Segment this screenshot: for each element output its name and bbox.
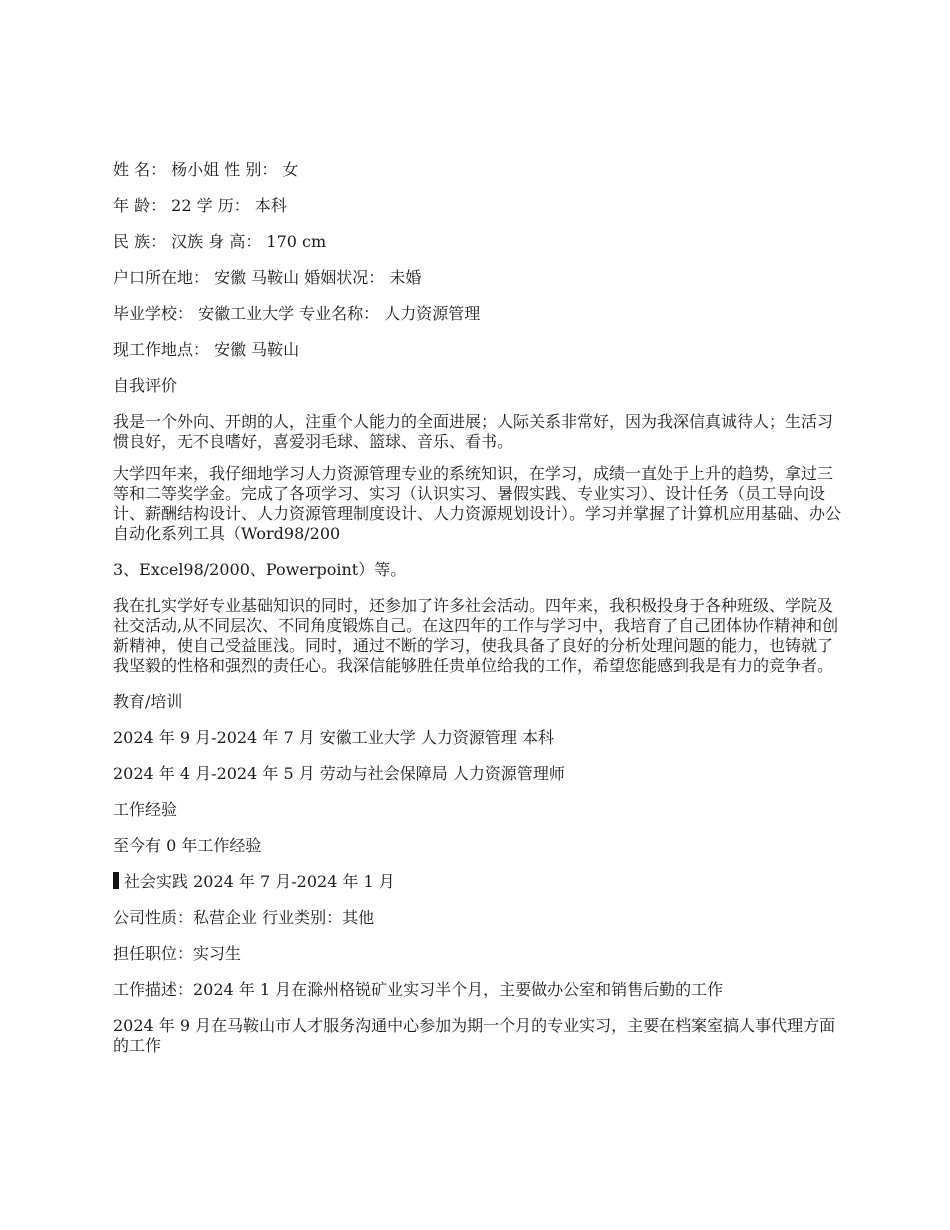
- profile-hukou-marital: 户口所在地： 安徽 马鞍山 婚姻状况： 未婚: [113, 268, 422, 287]
- section-heading-self-eval: 自我评价: [113, 376, 178, 395]
- work-entry-title: [113, 872, 843, 892]
- work-description-1: 工作描述：2024 年 1 月在滁州格锐矿业实习半个月，主要做办公室和销售后勤的工作: [113, 980, 724, 999]
- education-item: 2024 年 4 月-2024 年 5 月 劳动与社会保障局 人力资源管理师: [113, 764, 565, 783]
- section-heading-education: 教育/培训: [113, 692, 183, 711]
- work-summary: 至今有 0 年工作经验: [113, 836, 262, 855]
- bullet-bar-icon: [113, 872, 119, 889]
- profile-name-gender: 姓 名： 杨小姐 性 别： 女: [113, 160, 299, 179]
- work-position: 担任职位：实习生: [113, 944, 242, 963]
- self-eval-paragraph-3: 3、Excel98/2000、Powerpoint）等。: [113, 560, 407, 579]
- resume-document: [113, 160, 843, 1068]
- section-heading-work: 工作经验: [113, 800, 178, 819]
- work-entry-title-text: 社会实践 2024 年 7 月-2024 年 1 月: [124, 872, 395, 891]
- profile-work-location: 现工作地点： 安徽 马鞍山: [113, 340, 300, 359]
- education-item: 2024 年 9 月-2024 年 7 月 安徽工业大学 人力资源管理 本科: [113, 728, 554, 747]
- work-company-info: 公司性质：私营企业 行业类别：其他: [113, 908, 375, 927]
- profile-age-education: 年 龄： 22 学 历： 本科: [113, 196, 287, 215]
- profile-ethnicity-height: 民 族： 汉族 身 高： 170 cm: [113, 232, 327, 251]
- work-description-2: 2024 年 9 月在马鞍山市人才服务沟通中心参加为期一个月的专业实习，主要在档案室搞人事代理方面的工作: [113, 1016, 836, 1055]
- self-eval-paragraph-1: 我是一个外向、开朗的人，注重个人能力的全面进展；人际关系非常好，因为我深信真诚待人；生活习惯良好，无不良嗜好，喜爱羽毛球、篮球、音乐、看书。: [113, 412, 834, 451]
- profile-school-major: 毕业学校： 安徽工业大学 专业名称： 人力资源管理: [113, 304, 481, 323]
- self-eval-paragraph-2: 大学四年来，我仔细地学习人力资源管理专业的系统知识，在学习，成绩一直处于上升的趋势，拿过三等和二等奖学金。完成了各项学习、实习（认识实习、暑假实践、专业实习）、设计任务（员工导向设计、薪酬结构设计、人力资源管理制度设计、人力资源规划设计）。学习并掌握了计算机应用基础、办公自动化系列工具（Word98/200: [113, 464, 842, 543]
- self-eval-paragraph-4: 我在扎实学好专业基础知识的同时，还参加了许多社会活动。四年来，我积极投身于各种班级、学院及社交活动,从不同层次、不同角度锻炼自己。在这四年的工作与学习中，我培育了自己团体协作精神和创新精神，使自己受益匪浅。同时，通过不断的学习，使我具备了良好的分析处理问题的能力，也铸就了我坚毅的性格和强烈的责任心。我深信能够胜任贵单位给我的工作，希望您能感到我是有力的竞争者。: [113, 596, 839, 675]
